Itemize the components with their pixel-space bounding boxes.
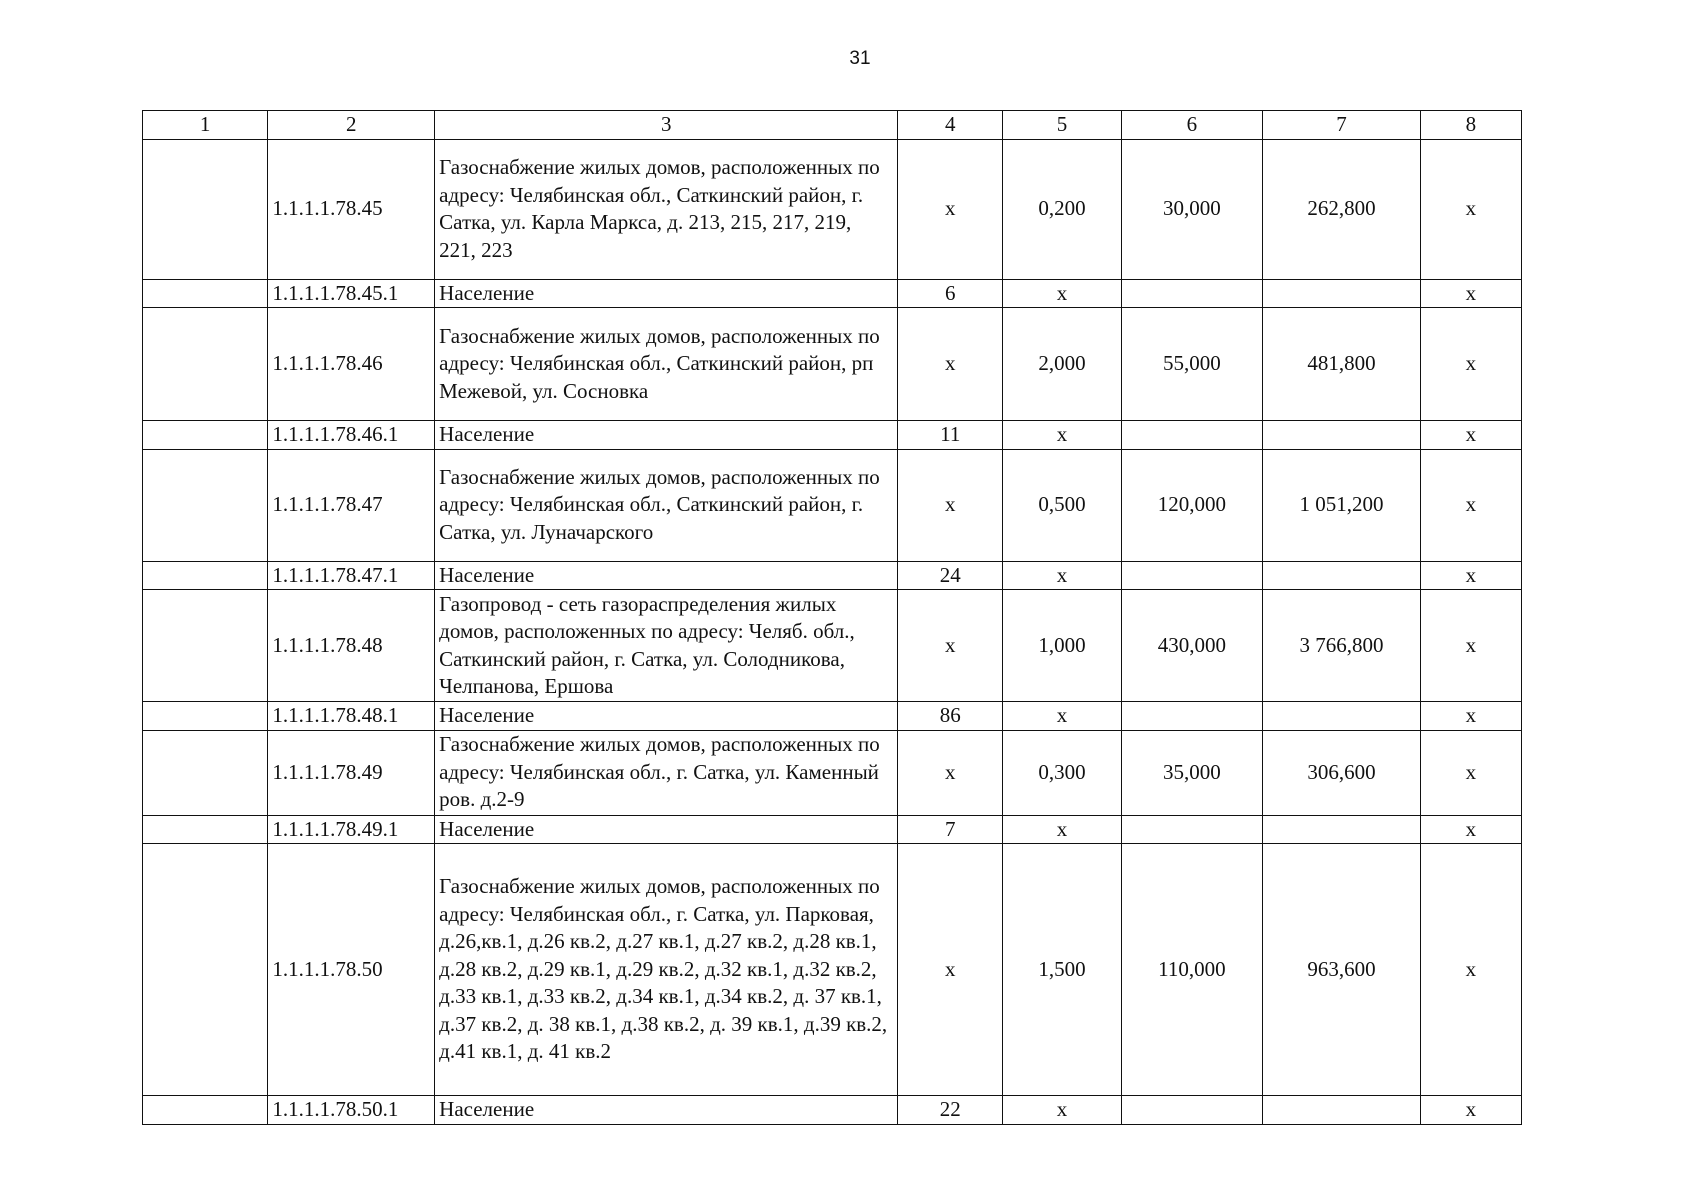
cell-description: Газоснабжение жилых домов, расположенных по адресу: Челябинская обл., г. Сатка, ул. Каменный ров. д.2-9 <box>435 730 898 815</box>
cell-col6 <box>1121 279 1263 308</box>
cell-code: 1.1.1.1.78.46 <box>268 308 435 421</box>
table-row <box>143 590 1522 702</box>
cell-col6: 30,000 <box>1121 139 1263 279</box>
cell-col5: 0,500 <box>1003 449 1121 561</box>
cell-col1 <box>143 1096 268 1125</box>
header-cell-6: 6 <box>1121 111 1263 140</box>
table-row <box>143 561 1522 590</box>
cell-col5: x <box>1003 702 1121 731</box>
cell-description: Газопровод - сеть газораспределения жилых домов, расположенных по адресу: Челяб. обл., Саткинский район, г. Сатка, ул. Солодникова, Челпанова, Ершова <box>435 590 898 702</box>
cell-col8: x <box>1420 1096 1521 1125</box>
cell-code: 1.1.1.1.78.46.1 <box>268 421 435 450</box>
cell-code: 1.1.1.1.78.48.1 <box>268 702 435 731</box>
cell-col8: x <box>1420 308 1521 421</box>
cell-col1 <box>143 844 268 1096</box>
cell-code: 1.1.1.1.78.47.1 <box>268 561 435 590</box>
table-row <box>143 1096 1522 1125</box>
cell-description: Газоснабжение жилых домов, расположенных по адресу: Челябинская обл., Саткинский район, рп Межевой, ул. Сосновка <box>435 308 898 421</box>
cell-description: Население <box>435 702 898 731</box>
cell-col7: 306,600 <box>1263 730 1421 815</box>
cell-col1 <box>143 421 268 450</box>
cell-col4: x <box>898 139 1003 279</box>
cell-col1 <box>143 139 268 279</box>
cell-col7 <box>1263 561 1421 590</box>
cell-code: 1.1.1.1.78.45 <box>268 139 435 279</box>
cell-col8: x <box>1420 844 1521 1096</box>
cell-col6: 35,000 <box>1121 730 1263 815</box>
cell-col6 <box>1121 702 1263 731</box>
cell-col6: 120,000 <box>1121 449 1263 561</box>
table-row <box>143 279 1522 308</box>
cell-col7: 481,800 <box>1263 308 1421 421</box>
cell-col6 <box>1121 1096 1263 1125</box>
cell-description: Население <box>435 561 898 590</box>
cell-col8: x <box>1420 815 1521 844</box>
cell-code: 1.1.1.1.78.47 <box>268 449 435 561</box>
cell-col5: 0,300 <box>1003 730 1121 815</box>
cell-col1 <box>143 308 268 421</box>
cell-col7: 963,600 <box>1263 844 1421 1096</box>
cell-col7: 262,800 <box>1263 139 1421 279</box>
page-number: 31 <box>849 48 871 69</box>
cell-col5: x <box>1003 1096 1121 1125</box>
cell-col1 <box>143 449 268 561</box>
cell-col1 <box>143 702 268 731</box>
cell-col8: x <box>1420 561 1521 590</box>
header-cell-1: 1 <box>143 111 268 140</box>
cell-col5: x <box>1003 815 1121 844</box>
cell-col5: x <box>1003 421 1121 450</box>
cell-col4: x <box>898 308 1003 421</box>
cell-col1 <box>143 279 268 308</box>
header-cell-3: 3 <box>435 111 898 140</box>
table-row <box>143 815 1522 844</box>
cell-col7 <box>1263 421 1421 450</box>
cell-col5: 1,000 <box>1003 590 1121 702</box>
cell-col4: x <box>898 730 1003 815</box>
cell-description: Население <box>435 1096 898 1125</box>
cell-description: Газоснабжение жилых домов, расположенных по адресу: Челябинская обл., Саткинский район, г. Сатка, ул. Карла Маркса, д. 213, 215, 217, 219, 221, 223 <box>435 139 898 279</box>
table-row <box>143 702 1522 731</box>
cell-col6 <box>1121 815 1263 844</box>
cell-col1 <box>143 590 268 702</box>
cell-col7: 3 766,800 <box>1263 590 1421 702</box>
cell-col4: 86 <box>898 702 1003 731</box>
cell-col8: x <box>1420 590 1521 702</box>
table-row <box>143 308 1522 421</box>
cell-code: 1.1.1.1.78.50.1 <box>268 1096 435 1125</box>
cell-col6: 110,000 <box>1121 844 1263 1096</box>
header-cell-2: 2 <box>268 111 435 140</box>
cell-col4: 7 <box>898 815 1003 844</box>
cell-col4: x <box>898 844 1003 1096</box>
cell-col5: x <box>1003 279 1121 308</box>
cell-description: Газоснабжение жилых домов, расположенных по адресу: Челябинская обл., Саткинский район, г. Сатка, ул. Луначарского <box>435 449 898 561</box>
cell-col8: x <box>1420 421 1521 450</box>
cell-col6: 55,000 <box>1121 308 1263 421</box>
cell-col4: 11 <box>898 421 1003 450</box>
cell-col5: 1,500 <box>1003 844 1121 1096</box>
cell-col1 <box>143 561 268 590</box>
cell-col8: x <box>1420 279 1521 308</box>
cell-col6 <box>1121 561 1263 590</box>
cell-col1 <box>143 730 268 815</box>
cell-code: 1.1.1.1.78.48 <box>268 590 435 702</box>
table-row <box>143 421 1522 450</box>
cell-col4: 22 <box>898 1096 1003 1125</box>
cell-col7 <box>1263 1096 1421 1125</box>
cell-code: 1.1.1.1.78.49.1 <box>268 815 435 844</box>
header-cell-8: 8 <box>1420 111 1521 140</box>
table-row <box>143 844 1522 1096</box>
cell-col4: 24 <box>898 561 1003 590</box>
cell-col7: 1 051,200 <box>1263 449 1421 561</box>
cell-col7 <box>1263 815 1421 844</box>
cell-col8: x <box>1420 139 1521 279</box>
table-row <box>143 730 1522 815</box>
cell-col4: x <box>898 449 1003 561</box>
table-row <box>143 139 1522 279</box>
cell-col8: x <box>1420 730 1521 815</box>
cell-code: 1.1.1.1.78.49 <box>268 730 435 815</box>
cell-col4: 6 <box>898 279 1003 308</box>
cell-col1 <box>143 815 268 844</box>
cell-col5: 0,200 <box>1003 139 1121 279</box>
cell-description: Население <box>435 421 898 450</box>
cell-code: 1.1.1.1.78.50 <box>268 844 435 1096</box>
header-cell-5: 5 <box>1003 111 1121 140</box>
cell-col5: 2,000 <box>1003 308 1121 421</box>
cell-col5: x <box>1003 561 1121 590</box>
cell-col6 <box>1121 421 1263 450</box>
cell-col7 <box>1263 279 1421 308</box>
cell-description: Население <box>435 815 898 844</box>
cell-col7 <box>1263 702 1421 731</box>
cell-col6: 430,000 <box>1121 590 1263 702</box>
data-table <box>142 110 1522 1125</box>
cell-col8: x <box>1420 702 1521 731</box>
cell-col8: x <box>1420 449 1521 561</box>
header-cell-7: 7 <box>1263 111 1421 140</box>
cell-description: Газоснабжение жилых домов, расположенных по адресу: Челябинская обл., г. Сатка, ул. Парковая, д.26,кв.1, д.26 кв.2, д.27 кв.1, д.27 кв.2, д.28 кв.1, д.28 кв.2, д.29 кв.1, д.29 кв.2, д.32 кв.1, д.32 кв.2, д.33 кв.1, д.33 кв.2, д.34 кв.1, д.34 кв.2, д. 37 кв.1, д.37 кв.2, д. 38 кв.1, д.38 кв.2, д. 39 кв.1, д.39 кв.2, д.41 кв.1, д. 41 кв.2 <box>435 844 898 1096</box>
header-cell-4: 4 <box>898 111 1003 140</box>
cell-description: Население <box>435 279 898 308</box>
cell-col4: x <box>898 590 1003 702</box>
table-row <box>143 449 1522 561</box>
header-row <box>143 111 1522 140</box>
cell-code: 1.1.1.1.78.45.1 <box>268 279 435 308</box>
